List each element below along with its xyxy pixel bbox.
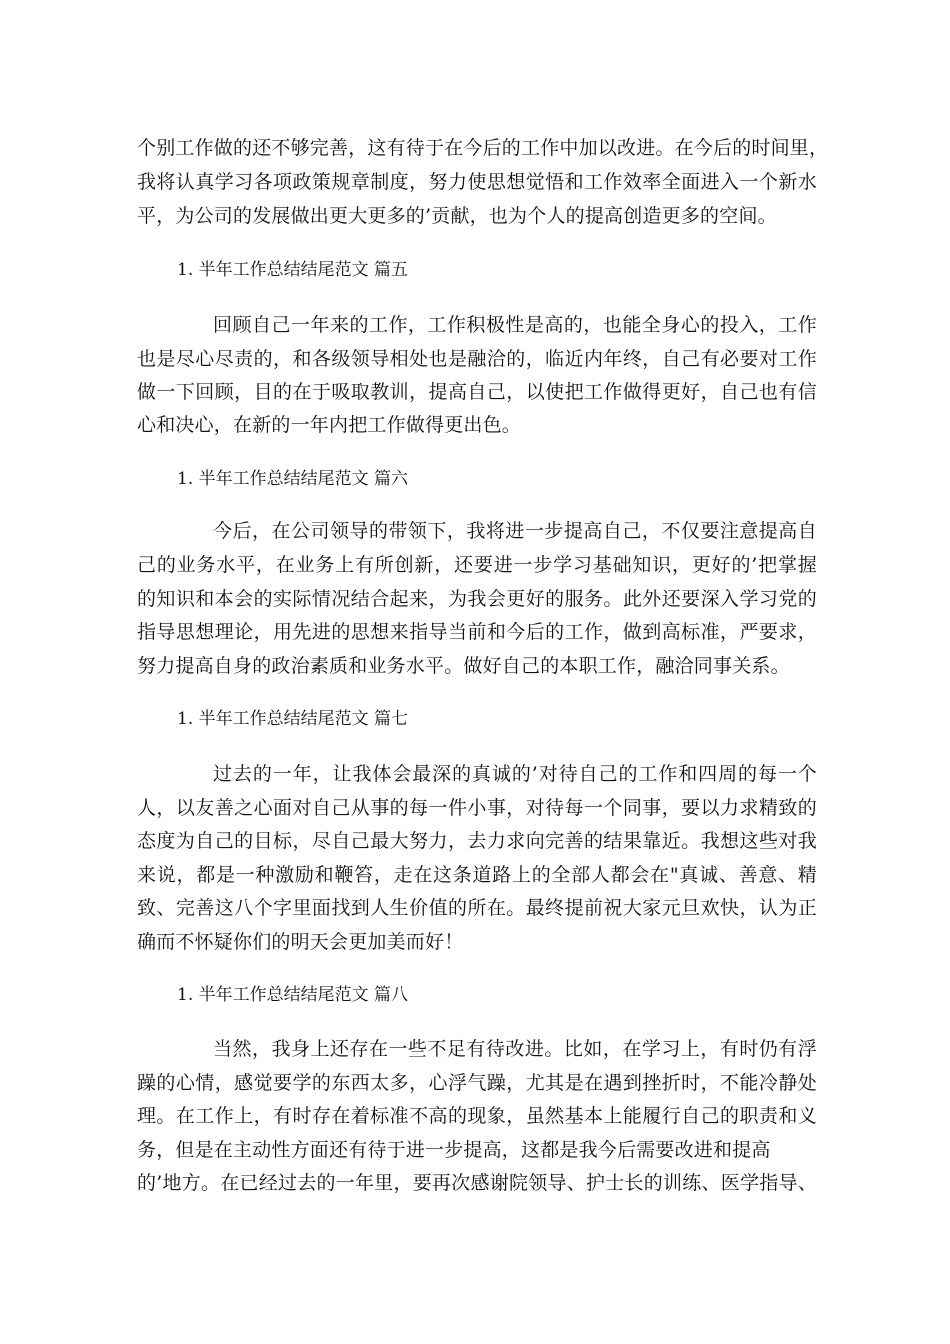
paragraph-7-line-6: 确而不怀疑你们的明天会更加美而好！ [137,931,464,953]
paragraph-7-line-3: 态度为自己的目标，尽自己最大努力，去力求向完善的结果靠近。我想这些对我 [137,830,817,852]
section-heading-8: 1. 半年工作总结结尾范文 篇八 [177,985,409,1005]
paragraph-6-line-3: 的知识和本会的实际情况结合起来，为我会更好的服务。此外还要深入学习党的 [137,588,817,610]
paragraph-8-line-1: 当然，我身上还存在一些不足有待改进。比如，在学习上，有时仍有浮 [213,1038,817,1060]
paragraph-5-line-2: 也是尽心尽责的，和各级领导相处也是融洽的，临近内年终，自己有必要对工作 [137,348,817,370]
paragraph-5-line-3: 做一下回顾，目的在于吸取教训，提高自己，以使把工作做得更好，自己也有信 [137,381,817,403]
paragraph-6-line-4: 指导思想理论，用先进的思想来指导当前和今后的工作，做到高标准，严要求， [137,621,817,643]
paragraph-6-line-2: 己的业务水平，在业务上有所创新，还要进一步学习基础知识，更好的’把掌握 [137,554,817,576]
paragraph-7-line-2: 人，以友善之心面对自己从事的每一件小事，对待每一个同事，要以力求精致的 [137,797,817,819]
paragraph-top-line-1: 个别工作做的还不够完善，这有待于在今后的工作中加以改进。在今后的时间里， [137,137,829,159]
section-heading-7: 1. 半年工作总结结尾范文 篇七 [177,709,409,729]
paragraph-6-line-5: 努力提高自身的政治素质和业务水平。做好自己的本职工作，融洽同事关系。 [137,655,790,677]
paragraph-8-line-4: 务，但是在主动性方面还有待于进一步提高，这都是我今后需要改进和提高 [137,1139,771,1161]
paragraph-8-line-5: 的’地方。在已经过去的一年里，要再次感谢院领导、护士长的训练、医学指导、 [137,1172,817,1194]
section-heading-5: 1. 半年工作总结结尾范文 篇五 [177,260,409,280]
paragraph-5-line-1: 回顾自己一年来的工作，工作积极性是高的，也能全身心的投入，工作 [213,314,817,336]
paragraph-7-line-4: 来说，都是一种激励和鞭笞，走在这条道路上的全部人都会在"真诚、善意、精 [137,864,817,886]
paragraph-5-line-4: 心和决心，在新的一年内把工作做得更出色。 [137,414,522,436]
paragraph-8-line-2: 躁的心情，感觉要学的东西太多，心浮气躁，尤其是在遇到挫折时，不能冷静处 [137,1072,817,1094]
section-heading-6: 1. 半年工作总结结尾范文 篇六 [177,469,409,489]
paragraph-top-line-3: 平，为公司的发展做出更大更多的’贡献，也为个人的提高创造更多的空间。 [137,205,777,227]
paragraph-7-line-5: 致、完善这八个字里面找到人生价值的所在。最终提前祝大家元旦欢快，认为正 [137,897,817,919]
paragraph-6-line-1: 今后，在公司领导的带领下，我将进一步提高自己，不仅要注意提高自 [213,520,817,542]
paragraph-top-line-2: 我将认真学习各项政策规章制度，努力使思想觉悟和工作效率全面进入一个新水 [137,171,817,193]
paragraph-8-line-3: 理。在工作上，有时存在着标准不高的现象，虽然基本上能履行自己的职责和义 [137,1105,817,1127]
paragraph-7-line-1: 过去的一年，让我体会最深的真诚的’对待自己的工作和四周的每一个 [213,763,817,785]
